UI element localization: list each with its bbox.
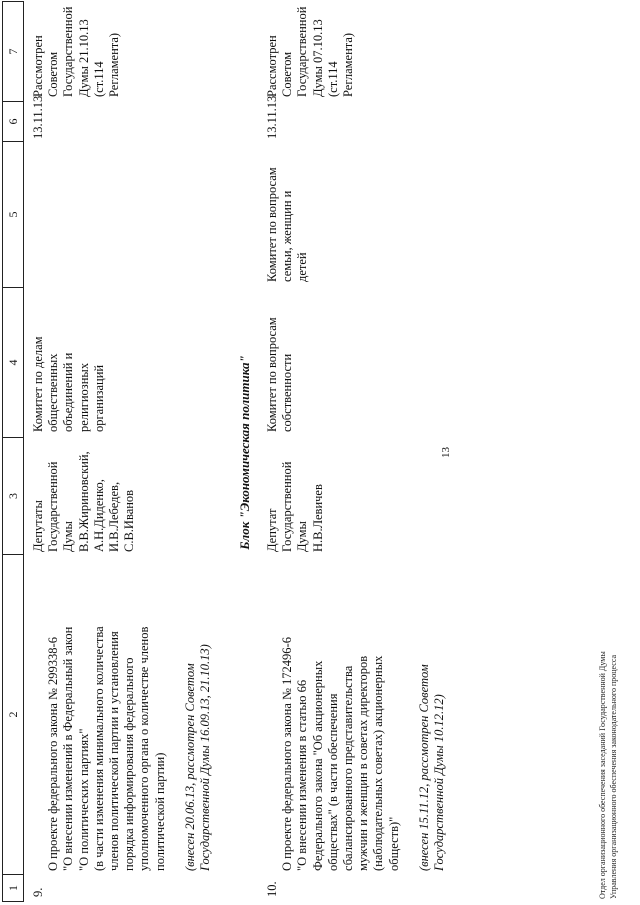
row-number: 10. (265, 881, 279, 897)
consideration-date: 13.11.13 (31, 95, 45, 139)
responsible-committee: Комитет по вопросам собственности (265, 317, 295, 432)
bill-authors: Депутаты Государственной Думы В.В.Жириновский, А.Н.Диденко, И.В.Лебедев, С.В.Иванов (31, 451, 137, 552)
footer (597, 651, 619, 899)
bill-title: О проекте федерального закона № 299338-6 "О внесении изменений в Федеральный закон "О политических партиях" (в части изменения минимального количества членов политической партии и установления порядка информирования федерального уполномоченного органа о количестве членов политической партии) (46, 626, 167, 871)
col-header-6: 6 (3, 102, 24, 142)
bill-title: О проекте федерального закона № 172496-6 "О внесении изменения в статью 66 Федерального закона "Об акционерных обществах" (в части обеспечения сбалансированного представительства мужчин и женщин в советах директоров (наблюдательных советах) акционерных обществ)" (280, 637, 401, 871)
footer-line: Отдел организационного обеспечения заседаний Государственной Думы (598, 651, 607, 899)
col-header-4: 4 (3, 288, 24, 438)
bill-status: Рассмотрен Советом Государственной Думы 07.10.13 (ст.114 Регламента) (265, 6, 356, 97)
consideration-date: 13.11.13 (265, 95, 279, 139)
column-header-table (2, 1, 24, 902)
bill-note: (внесен 20.06.13, рассмотрен Советом Государственной Думы 16.09.13, 21.10.13) (183, 644, 213, 871)
col-header-1: 1 (3, 875, 24, 902)
responsible-committee: Комитет по делам общественных объединений и религиозных организаций (31, 336, 106, 432)
bill-status: Рассмотрен Советом Государственной Думы 21.10.13 (ст.114 Регламента) (31, 6, 122, 97)
col-header-3: 3 (3, 438, 24, 555)
col-header-2: 2 (3, 555, 24, 875)
bill-description (265, 561, 463, 871)
block-title: Блок "Экономическая политика" (237, 355, 252, 550)
bill-authors: Депутат Государственной Думы Н.В.Левичев (265, 461, 325, 552)
bill-description (31, 561, 229, 871)
co-committee: Комитет по вопросам семьи, женщин и детей (265, 167, 310, 282)
col-header-5: 5 (3, 142, 24, 288)
col-header-7: 7 (3, 2, 24, 102)
row-number: 9. (31, 887, 45, 897)
footer-line: Управления организационного обеспечения законодательного процесса (609, 654, 618, 899)
page-number: 13 (440, 447, 452, 458)
bill-note: (внесен 15.11.12, рассмотрен Советом Государственной Думы 10.12.12) (417, 664, 447, 871)
